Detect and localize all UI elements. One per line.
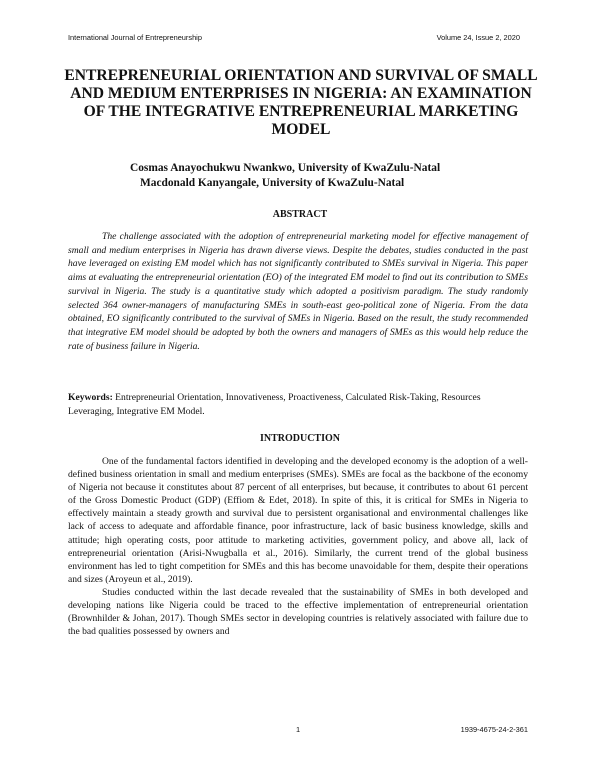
journal-name: International Journal of Entrepreneurship: [68, 33, 202, 42]
paper-title: ENTREPRENEURIAL ORIENTATION AND SURVIVAL OF SMALL AND MEDIUM ENTERPRISES IN NIGERIA: AN EXAMINATION OF THE INTEGRATIVE ENTREPRENEURIAL MARKETING MODEL: [64, 67, 538, 138]
introduction-paragraph-1: One of the fundamental factors identified in developing and the developed economy is the adoption of a well-defined business orientation in small and medium enterprises (SMEs). SMEs are focal as the backbone of the economy of Nigeria not because it constitutes about 87 percent of all enterprises, but because, it contributes to about 61 percent of the Gross Domestic Product (GDP) (Effiom & Edet, 2018). In spite of this, it is critical for SMEs in Nigeria to effectively maintain a steady growth and survival due to persistent organisational and environmental challenges like lack of access to adequate and affordable finance, poor infrastructure, lack of basic business knowledge, skills and attitude; high operating costs, poor attitude to marketing activities, government policy, and above all, lack of entrepreneurial orientation (Arisi-Nwugballa et al., 2016). Similarly, the current trend of the global business environment has led to tight competition for SMEs and this has become unavoidable for them, despite their operations and sizes (Aroyeun et al., 2019).: [68, 456, 528, 585]
abstract-heading: ABSTRACT: [272, 209, 328, 220]
abstract-text: The challenge associated with the adoption of entrepreneurial marketing model for effective management of small and medium enterprises in Nigeria has drawn diverse views. Despite the debates, studies conducted in the past have leveraged on existing EM model which has not significantly contributed to SMEs survival in Nigeria. This paper aims at evaluating the entrepreneurial orientation (EO) of the integrated EM model to find out its contribution to SMEs survival in Nigeria. The study is a quantitative study which adopted a positivism paradigm. The study randomly selected 364 owner-managers of manufacturing SMEs in south-east geo-political zone of Nigeria. From the data obtained, EO significantly contributed to the survival of SMEs in Nigeria. Based on the result, the study recommended that integrative EM model should be adopted by both the owners and managers of SMEs as this would help reduce the rate of business failure in Nigeria.: [68, 231, 528, 352]
issn-code: 1939-4675-24-2-361: [460, 725, 528, 734]
keywords-label: Keywords:: [68, 392, 113, 403]
page-number: 1: [296, 725, 301, 734]
volume-issue: Volume 24, Issue 2, 2020: [436, 33, 520, 42]
introduction-body: [68, 455, 528, 638]
author-2: Macdonald Kanyangale, University of KwaZulu-Natal: [140, 177, 405, 189]
running-header: [68, 33, 520, 42]
keywords: [68, 391, 528, 418]
keywords-text: Entrepreneurial Orientation, Innovativeness, Proactiveness, Calculated Risk-Taking, Resources Leveraging, Integrative EM Model.: [68, 392, 481, 417]
introduction-paragraph-2: Studies conducted within the last decade revealed that the sustainability of SMEs in both developed and developing nations like Nigeria could be traced to the effective implementation of entrepreneurial orientation (Brownhilder & Johan, 2017). Though SMEs sector in developing countries is relatively associated with failure due to the bad qualities possessed by owners and: [68, 586, 528, 638]
author-1: Cosmas Anayochukwu Nwankwo, University of KwaZulu-Natal: [130, 162, 441, 174]
introduction-heading: INTRODUCTION: [259, 433, 340, 444]
author-list: [0, 161, 600, 191]
